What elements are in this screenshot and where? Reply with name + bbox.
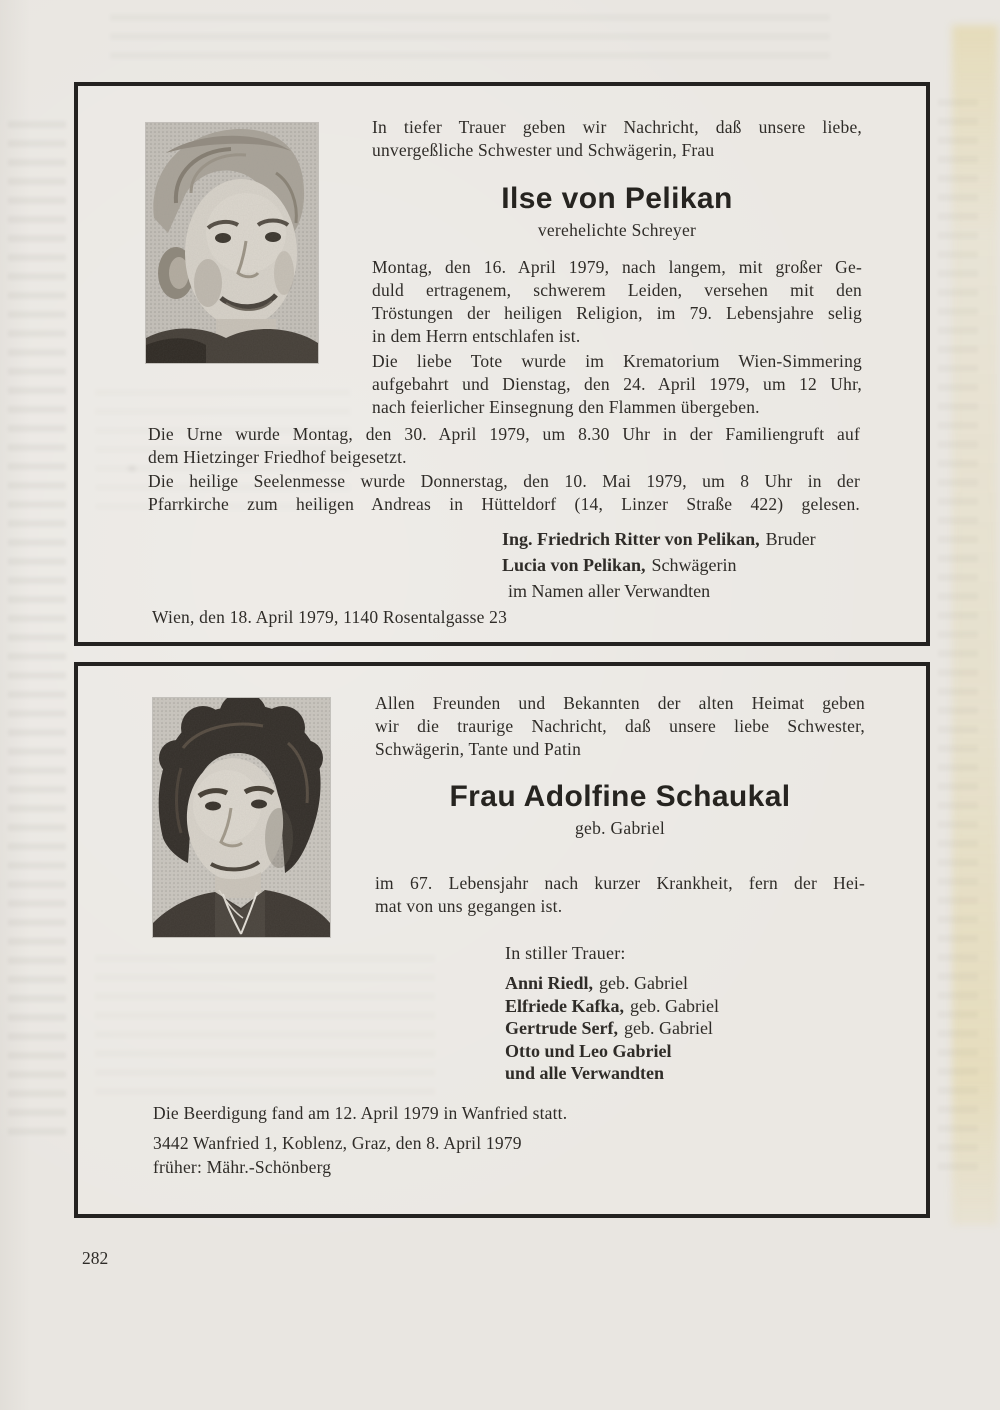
mourner-role: geb. Gabriel xyxy=(623,1018,713,1038)
portrait-photo-adolfine-schaukal xyxy=(153,698,330,937)
mourner-line xyxy=(502,578,816,604)
notice1-dateline: Wien, den 18. April 1979, 1140 Rosentalgasse 23 xyxy=(152,607,508,627)
notice2-burial-line: Die Beerdigung fand am 12. April 1979 in Wanfried statt. xyxy=(153,1103,568,1123)
mourner-role: Bruder xyxy=(765,529,816,549)
bleedthrough-left-margin xyxy=(8,120,66,1140)
body-line: aufgebahrt und Dienstag, den 24. April 1979, um 12 Uhr, xyxy=(372,374,862,394)
obituary-notice-pelikan xyxy=(74,82,930,646)
body-line: Die heilige Seelenmesse wurde Donnerstag, den 10. Mai 1979, um 8 Uhr in der xyxy=(148,471,860,491)
notice2-former-residence-line: früher: Mähr.-Schönberg xyxy=(153,1157,332,1177)
mourner-line xyxy=(505,1062,719,1085)
body-line: dem Hietzinger Friedhof beigesetzt. xyxy=(148,447,407,467)
body-line: im 67. Lebensjahr nach kurzer Krankheit, fern der Hei- xyxy=(375,873,865,893)
notice1-mourners xyxy=(502,526,816,604)
mourner-name: Ing. Friedrich Ritter von Pelikan, xyxy=(502,529,760,549)
intro-line: unvergeßliche Schwester und Schwägerin, Frau xyxy=(372,140,715,160)
mourner-line xyxy=(502,526,816,552)
notice2-trauer-label: In stiller Trauer: xyxy=(505,943,626,963)
body-line: mat von uns gegangen ist. xyxy=(375,896,563,916)
mourner-role: geb. Gabriel xyxy=(599,973,688,993)
intro-line: Allen Freunden und Bekannten der alten Heimat geben xyxy=(375,693,865,713)
mourner-role: im Namen aller Verwandten xyxy=(508,581,711,601)
deceased-name-pelikan: Ilse von Pelikan xyxy=(501,182,733,215)
mourner-line xyxy=(505,995,719,1018)
notice2-mourners xyxy=(505,972,719,1085)
notice1-paragraph-death xyxy=(372,256,862,348)
notice2-intro xyxy=(375,692,865,761)
bleedthrough-right-margin xyxy=(938,95,978,1175)
obituary-notice-schaukal xyxy=(74,662,930,1218)
notice1-paragraph-mass xyxy=(148,470,860,516)
intro-line: Schwägerin, Tante und Patin xyxy=(375,739,582,759)
body-line: duld ertragenem, schwerem Leiden, versehen mit den xyxy=(372,280,862,300)
notice2-address-line: 3442 Wanfried 1, Koblenz, Graz, den 8. April 1979 xyxy=(153,1133,522,1153)
mourner-line xyxy=(502,552,816,578)
page-number: 282 xyxy=(82,1248,109,1268)
mourner-line xyxy=(505,1040,719,1063)
portrait-photo-ilse-von-pelikan xyxy=(146,123,318,363)
intro-line: In tiefer Trauer geben wir Nachricht, daß unsere liebe, xyxy=(372,117,862,137)
body-line: nach feierlicher Einsegnung den Flammen übergeben. xyxy=(372,397,760,417)
portrait-illustration xyxy=(146,123,318,363)
body-line: in dem Herrn entschlafen ist. xyxy=(372,326,581,346)
notice1-paragraph-urn xyxy=(148,423,860,469)
body-line: Die liebe Tote wurde im Krematorium Wien-Simmering xyxy=(372,351,862,371)
mourner-name: Gertrude Serf, xyxy=(505,1018,618,1038)
mourner-name: Elfriede Kafka, xyxy=(505,995,624,1016)
deceased-subtitle-pelikan: verehelichte Schreyer xyxy=(537,220,697,240)
notice1-intro xyxy=(372,116,862,162)
deceased-name-schaukal: Frau Adolfine Schaukal xyxy=(449,780,791,813)
body-line: Pfarrkirche zum heiligen Andreas in Hütteldorf (14, Linzer Straße 422) gelesen. xyxy=(148,494,860,514)
mourner-role: geb. Gabriel xyxy=(630,995,719,1016)
body-line: Montag, den 16. April 1979, nach langem, mit großer Ge- xyxy=(372,257,862,277)
portrait-illustration xyxy=(153,698,330,937)
mourner-line xyxy=(505,972,719,995)
deceased-subtitle-schaukal: geb. Gabriel xyxy=(574,818,666,838)
body-line: Die Urne wurde Montag, den 30. April 1979, um 8.30 Uhr in der Familiengruft auf xyxy=(148,424,860,444)
mourner-name: Anni Riedl, xyxy=(505,973,594,993)
mourner-name: Otto und Leo Gabriel xyxy=(505,1040,672,1061)
intro-line: wir die traurige Nachricht, daß unsere liebe Schwester, xyxy=(375,716,865,736)
notice2-paragraph-death xyxy=(375,872,865,918)
mourner-name: und alle Verwandten xyxy=(505,1063,665,1083)
body-line: Tröstungen der heiligen Religion, im 79. Lebensjahre selig xyxy=(372,303,862,323)
notice1-paragraph-cremation xyxy=(372,350,862,419)
mourner-name: Lucia von Pelikan, xyxy=(502,555,646,575)
mourner-role: Schwägerin xyxy=(651,555,737,575)
mourner-line xyxy=(505,1017,719,1040)
bleedthrough-top-margin xyxy=(110,6,830,64)
